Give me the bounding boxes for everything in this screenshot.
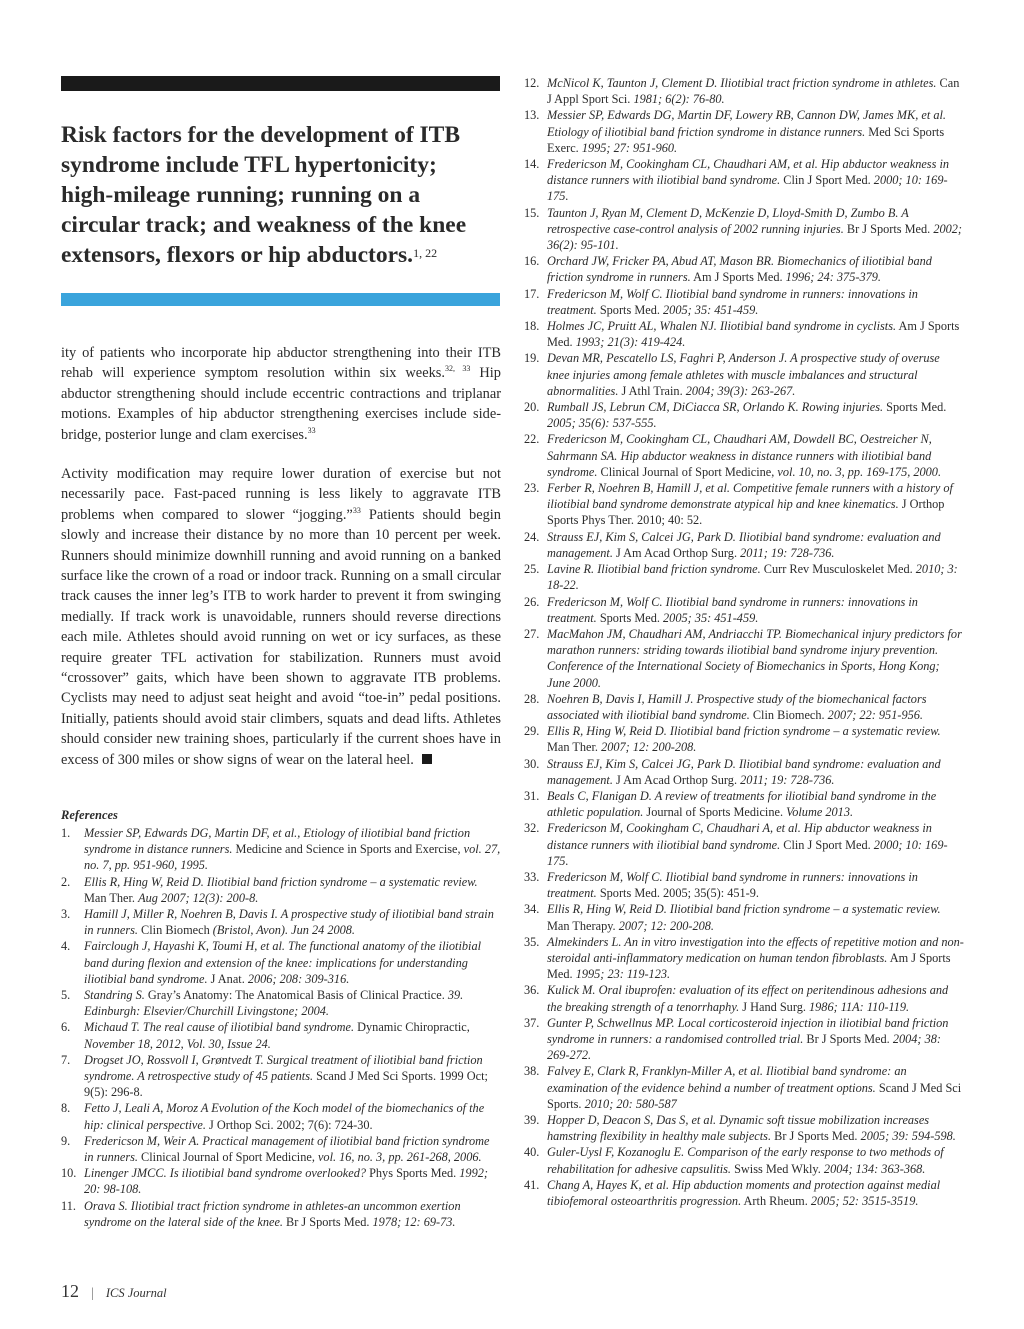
reference-authors-title: Ellis R, Hing W, Reid D. Iliotibial band friction syndrome – a systematic review. bbox=[547, 902, 941, 917]
reference-item bbox=[524, 1144, 964, 1176]
reference-source: Br J Sports Med. bbox=[843, 221, 934, 236]
reference-details: 1981; 6(2): 76-80. bbox=[633, 92, 725, 107]
reference-number: 17. bbox=[524, 286, 540, 301]
reference-item bbox=[61, 1019, 501, 1051]
reference-item bbox=[524, 756, 964, 788]
accent-rule bbox=[61, 293, 500, 306]
reference-item bbox=[524, 561, 964, 593]
reference-authors-title: Messier SP, Edwards DG, Martin DF, et al., Etiology of iliotibial band friction syndrome in distance runners. bbox=[84, 826, 471, 857]
reference-authors-title: Rumball JS, Lebrun CM, DiCiacca SR, Orlando K. Rowing injuries. bbox=[547, 400, 884, 415]
reference-number: 31. bbox=[524, 788, 540, 803]
reference-details: 2005; 35: 451-459. bbox=[663, 302, 759, 317]
reference-details: November 18, 2012, Vol. 30, Issue 24. bbox=[84, 1036, 271, 1051]
reference-source: J Anat. bbox=[207, 971, 248, 986]
body-text-run: ity of patients who incorporate hip abductor strengthening into their ITB rehab will experience symptom resolution within six weeks. bbox=[61, 345, 501, 382]
reference-authors-title: MacMahon JM, Chaudhari AM, Andriacchi TP. Biomechanical injury predictors for marathon runners: striding towards iliotibial band syndrome injury prevention. Conference of the International Society of Biomechanics in Sports, Hong Kong; June 2000. bbox=[547, 626, 962, 690]
reference-item bbox=[61, 938, 501, 987]
reference-item bbox=[524, 934, 964, 983]
reference-number: 37. bbox=[524, 1015, 540, 1030]
reference-authors-title: Noehren B, Davis I, Hamill J. Prospective study of the biomechanical factors associated with iliotibial band syndrome. bbox=[547, 691, 927, 722]
reference-number: 36. bbox=[524, 983, 540, 998]
body-paragraph-1 bbox=[61, 343, 501, 445]
reference-item bbox=[524, 869, 964, 901]
reference-number: 8. bbox=[61, 1101, 71, 1116]
reference-authors-title: Fredericson M, Wolf C. Iliotibial band syndrome in runners: innovations in treatment. bbox=[547, 594, 918, 625]
page-number: 12 bbox=[61, 1281, 79, 1301]
reference-source: Am J Sports Med. bbox=[690, 270, 786, 285]
reference-source: Br J Sports Med. bbox=[803, 1031, 893, 1046]
reference-item bbox=[61, 1133, 501, 1165]
reference-item bbox=[524, 691, 964, 723]
reference-details: 1993; 21(3): 419-424. bbox=[575, 335, 686, 350]
reference-details: 2006; 208: 309-316. bbox=[247, 971, 350, 986]
end-of-article-mark bbox=[422, 754, 432, 764]
reference-authors-title: Linenger JMCC. Is iliotibial band syndrome overlooked? bbox=[84, 1166, 366, 1181]
reference-number: 32. bbox=[524, 821, 540, 836]
reference-source: Br J Sports Med. bbox=[771, 1129, 861, 1144]
reference-item bbox=[524, 982, 964, 1014]
reference-authors-title: Fredericson M, Cookingham CL, Chaudhari AM, et al. Hip abductor weakness in distance runners with iliotibial band syndrome. bbox=[547, 157, 950, 188]
reference-number: 2. bbox=[61, 874, 71, 889]
reference-authors-title: Kulick M. Oral ibuprofen: evaluation of its effect on peritendinous adhesions and the breaking strength of a tenorrhaphy. bbox=[547, 983, 949, 1014]
reference-source: Br J Sports Med. bbox=[282, 1214, 373, 1229]
reference-item bbox=[524, 480, 964, 529]
reference-item bbox=[524, 529, 964, 561]
reference-number: 9. bbox=[61, 1133, 71, 1148]
page-footer bbox=[61, 1281, 167, 1302]
reference-details: 1978; 12: 69-73. bbox=[372, 1214, 456, 1229]
reference-item bbox=[524, 107, 964, 156]
reference-item bbox=[524, 75, 964, 107]
reference-details: 2005; 52: 3515-3519. bbox=[810, 1194, 919, 1209]
references-heading: References bbox=[61, 808, 118, 822]
reference-item bbox=[524, 820, 964, 869]
reference-source: Am J Sports Med. bbox=[547, 319, 960, 350]
reference-details: 2005; 35: 451-459. bbox=[663, 610, 759, 625]
reference-item bbox=[61, 1100, 501, 1132]
reference-item bbox=[524, 431, 964, 480]
reference-number: 1. bbox=[61, 826, 71, 840]
reference-authors-title: Falvey E, Clark R, Franklyn-Miller A, et al. Iliotibial band syndrome: an examination of the evidence behind a number of treatment options. bbox=[547, 1064, 907, 1095]
reference-details: (Bristol, Avon). Jun 24 2008. bbox=[212, 923, 355, 938]
reference-number: 34. bbox=[524, 902, 540, 917]
reference-authors-title: Devan MR, Pescatello LS, Faghri P, Anderson J. A prospective study of overuse knee injuries among female athletes with muscle imbalances and structural abnormalities. bbox=[547, 351, 940, 398]
reference-details: 1995; 27: 951-960. bbox=[581, 140, 678, 155]
reference-source: Clin J Sport Med. bbox=[780, 173, 874, 188]
reference-source: Clinical Journal of Sport Medicine, bbox=[597, 464, 778, 479]
reference-item bbox=[524, 1015, 964, 1064]
references-list-left bbox=[61, 825, 501, 1230]
reference-details: 2000; 10: 169-175. bbox=[547, 837, 948, 868]
reference-source: Phys Sports Med. bbox=[366, 1166, 460, 1181]
reference-source: Medicine and Science in Sports and Exercise, bbox=[232, 842, 464, 857]
reference-details: 2007; 12: 200-208. bbox=[601, 740, 697, 755]
reference-source: Man Ther. bbox=[84, 890, 139, 905]
reference-source: Sports Med. bbox=[596, 302, 664, 317]
reference-item bbox=[524, 901, 964, 933]
reference-details: 2004; 134: 363-368. bbox=[823, 1161, 926, 1176]
body-paragraph-2 bbox=[61, 464, 501, 770]
reference-item bbox=[61, 825, 501, 874]
reference-number: 28. bbox=[524, 691, 540, 706]
reference-source: Swiss Med Wkly. bbox=[731, 1161, 824, 1176]
reference-item bbox=[61, 1198, 501, 1230]
reference-number: 35. bbox=[524, 934, 540, 949]
reference-number: 13. bbox=[524, 108, 540, 123]
reference-source: J Am Acad Orthop Surg. bbox=[612, 772, 741, 787]
reference-source: Curr Rev Musculoskelet Med. bbox=[760, 562, 916, 577]
reference-details: 2004; 38: 269-272. bbox=[547, 1031, 941, 1063]
reference-authors-title: Hopper D, Deacon S, Das S, et al. Dynamic soft tissue mobilization increases hamstring flexibility in healthy male subjects. bbox=[547, 1113, 930, 1144]
reference-details: 2010; 20: 580-587 bbox=[584, 1096, 677, 1111]
reference-details: 2005; 35(6): 537-555. bbox=[547, 416, 657, 431]
reference-item bbox=[524, 626, 964, 691]
citation-superscript: 32, 33 bbox=[444, 364, 471, 374]
reference-details: 1995; 23: 119-123. bbox=[575, 967, 671, 982]
reference-details: 1996; 24: 375-379. bbox=[785, 270, 881, 285]
reference-authors-title: Fairclough J, Hayashi K, Toumi H, et al. The functional anatomy of the iliotibial band during flexion and extension of the knee: implications for understanding iliotibial band syndrome. bbox=[84, 939, 482, 986]
reference-number: 26. bbox=[524, 594, 540, 609]
reference-item bbox=[61, 987, 501, 1019]
reference-authors-title: McNicol K, Taunton J, Clement D. Iliotibial tract friction syndrome in athletes. bbox=[547, 76, 937, 90]
reference-item bbox=[61, 1052, 501, 1101]
reference-number: 14. bbox=[524, 157, 540, 172]
reference-item bbox=[524, 399, 964, 431]
reference-authors-title: Fredericson M, Wolf C. Iliotibial band syndrome in runners: innovations in treatment. bbox=[547, 286, 918, 317]
footer-separator: | bbox=[91, 1286, 94, 1301]
reference-item bbox=[524, 286, 964, 318]
reference-source: Clin J Sport Med. bbox=[780, 837, 874, 852]
reference-number: 38. bbox=[524, 1064, 540, 1079]
reference-number: 24. bbox=[524, 529, 540, 544]
references-list-right bbox=[524, 75, 964, 1209]
reference-details: vol. 10, no. 3, pp. 169-175, 2000. bbox=[777, 464, 942, 479]
reference-source: J Orthop Sports Phys Ther. 2010; 40: 52. bbox=[547, 497, 945, 528]
reference-source: Scand J Med Sci Sports. 1999 Oct; 9(5): 296-8. bbox=[84, 1069, 488, 1100]
reference-item bbox=[524, 723, 964, 755]
reference-number: 41. bbox=[524, 1177, 540, 1192]
reference-item bbox=[524, 1177, 964, 1209]
reference-source: Am J Sports Med. bbox=[547, 950, 951, 982]
reference-source: Arth Rheum. bbox=[741, 1194, 811, 1209]
reference-source: J Orthop Sci. 2002; 7(6): 724-30. bbox=[205, 1117, 373, 1132]
reference-number: 25. bbox=[524, 562, 540, 577]
reference-source: J Am Acad Orthop Surg. bbox=[612, 545, 741, 560]
reference-number: 19. bbox=[524, 351, 540, 366]
reference-authors-title: Orchard JW, Fricker PA, Abud AT, Mason BR. Biomechanics of iliotibial band friction syndrome in runners. bbox=[547, 254, 932, 285]
reference-details: 2011; 19: 728-736. bbox=[740, 545, 835, 560]
citation-superscript: 33 bbox=[352, 506, 361, 516]
reference-item bbox=[524, 205, 964, 254]
reference-authors-title: Chang A, Hayes K, et al. Hip abduction moments and protection against medial tibiofemoral osteoarthritis progression. bbox=[547, 1177, 941, 1209]
reference-source: Sports Med. bbox=[883, 400, 947, 415]
body-text-run: Patients should begin slowly and increase their distance by no more than 10 percent per week. Runners should minimize downhill running and avoid running on a banked surface like the crown of a road or indoor track. Running on a small circular track causes the inner leg’s ITB to work harder to prevent it from swinging medially. If track work is unavoidable, runners should reverse directions each mile. Athletes should avoid running on wet or icy surfaces, as these require greater TFL activation for stabilization. Runners must avoid “crossover” gaits, which have been shown to aggravate ITB problems. Cyclists may need to adjust seat height and avoid “toe-in” pedal positions. Initially, patients should avoid stair climbers, squats and dead lifts. Athletes should consider new training shoes, particularly if the current shoes have in excess of 300 miles or show signs of wear on the lateral heel. bbox=[61, 506, 501, 768]
reference-number: 27. bbox=[524, 626, 540, 641]
reference-number: 5. bbox=[61, 988, 71, 1003]
reference-number: 15. bbox=[524, 205, 540, 220]
reference-source: Sports Med. 2005; 35(5): 451-9. bbox=[596, 886, 759, 901]
reference-authors-title: Lavine R. Iliotibial band friction syndrome. bbox=[547, 562, 761, 577]
reference-details: Aug 2007; 12(3): 200-8. bbox=[138, 890, 259, 905]
reference-number: 10. bbox=[61, 1166, 77, 1181]
reference-details: 1986; 11A: 110-119. bbox=[809, 999, 910, 1014]
reference-source: Clin Biomech. bbox=[749, 707, 828, 722]
reference-authors-title: Drogset JO, Rossvoll I, Grøntvedt T. Surgical treatment of iliotibial band friction syndrome. A retrospective study of 45 patients. bbox=[84, 1052, 483, 1084]
reference-source: Clin Biomech bbox=[137, 923, 213, 938]
reference-details: 2007; 12: 200-208. bbox=[618, 918, 715, 933]
reference-item bbox=[61, 1165, 501, 1197]
reference-number: 16. bbox=[524, 254, 540, 269]
reference-item bbox=[524, 253, 964, 285]
top-rule bbox=[61, 76, 500, 91]
reference-authors-title: Beals C, Flanigan D. A review of treatments for iliotibial band syndrome in the athletic population. bbox=[547, 788, 937, 820]
reference-details: 2000; 10: 169-175. bbox=[547, 173, 948, 204]
reference-source: Clinical Journal of Sport Medicine, bbox=[137, 1150, 318, 1165]
reference-source: Med Sci Sports Exerc. bbox=[547, 124, 945, 155]
reference-authors-title: Ellis R, Hing W, Reid D. Iliotibial band friction syndrome – a systematic review. bbox=[547, 724, 941, 739]
reference-source: Scand J Med Sci Sports. bbox=[547, 1080, 962, 1111]
reference-item bbox=[524, 350, 964, 399]
reference-authors-title: Messier SP, Edwards DG, Martin DF, Lowery RB, Cannon DW, James MK, et al. Etiology of iliotibial band friction syndrome in distance runners. bbox=[547, 108, 946, 139]
reference-details: 1992; 20: 98-108. bbox=[84, 1166, 488, 1197]
reference-source: Man Therapy. bbox=[547, 918, 619, 933]
reference-details: 2007; 22: 951-956. bbox=[827, 707, 923, 722]
reference-authors-title: Ellis R, Hing W, Reid D. Iliotibial band friction syndrome – a systematic review. bbox=[84, 874, 478, 889]
reference-details: 2002; 36(2): 95-101. bbox=[547, 221, 963, 253]
reference-details: 2010; 3: 18-22. bbox=[547, 562, 958, 593]
reference-details: 39. Edinburgh: Elsevier/Churchill Livingstone; 2004. bbox=[84, 988, 464, 1019]
reference-authors-title: Fetto J, Leali A, Moroz A Evolution of the Koch model of the biomechanics of the hip: clinical perspective. bbox=[84, 1101, 485, 1132]
reference-number: 23. bbox=[524, 481, 540, 496]
journal-name: ICS Journal bbox=[105, 1286, 167, 1300]
reference-authors-title: Standring S. bbox=[84, 988, 145, 1003]
reference-authors-title: Guler-Uysl F, Kozanoglu E. Comparison of the early response to two methods of rehabilitation for adhesive capsulitis. bbox=[547, 1145, 944, 1176]
reference-item bbox=[524, 788, 964, 820]
reference-authors-title: Michaud T. The real cause of iliotibial band syndrome. bbox=[84, 1020, 355, 1035]
reference-authors-title: Almekinders L. An in vitro investigation into the effects of repetitive motion and non-steroidal anti-inflammatory medication on human tendon fibroblasts. bbox=[547, 934, 964, 965]
reference-source: Can J Appl Sport Sci. bbox=[547, 76, 960, 107]
reference-source: Dynamic Chiropractic, bbox=[354, 1020, 470, 1035]
reference-number: 11. bbox=[61, 1198, 76, 1213]
reference-authors-title: Fredericson M, Wolf C. Iliotibial band syndrome in runners: innovations in treatment. bbox=[547, 869, 918, 901]
reference-source: J Hand Surg. bbox=[739, 999, 809, 1014]
reference-number: 39. bbox=[524, 1113, 540, 1127]
reference-authors-title: Fredericson M, Weir A. Practical management of iliotibial band friction syndrome in runners. bbox=[84, 1133, 490, 1165]
reference-details: Volume 2013. bbox=[786, 805, 854, 820]
reference-source: Sports Med. bbox=[596, 610, 664, 625]
reference-source: Journal of Sports Medicine. bbox=[643, 805, 787, 820]
reference-number: 7. bbox=[61, 1052, 71, 1067]
reference-authors-title: Fredericson M, Cookingham C, Chaudhari A, et al. Hip abductor weakness in distance runners with iliotibial band syndrome. bbox=[547, 821, 932, 852]
reference-details: 2011; 19: 728-736. bbox=[740, 772, 835, 787]
reference-details: vol. 27, no. 7, pp. 951-960, 1995. bbox=[84, 842, 501, 873]
reference-number: 4. bbox=[61, 939, 71, 954]
reference-number: 3. bbox=[61, 907, 71, 922]
reference-number: 40. bbox=[524, 1145, 540, 1160]
reference-authors-title: Strauss EJ, Kim S, Calcei JG, Park D. Iliotibial band syndrome: evaluation and management. bbox=[547, 756, 941, 787]
reference-item bbox=[524, 1112, 964, 1144]
reference-item bbox=[524, 156, 964, 205]
citation-superscript: 33 bbox=[307, 425, 316, 435]
reference-number: 30. bbox=[524, 756, 540, 771]
reference-number: 29. bbox=[524, 724, 540, 739]
reference-authors-title: Ferber R, Noehren B, Hamill J, et al. Competitive female runners with a history of iliotibial band syndrome demonstrate atypical hip and knee kinematics. bbox=[547, 481, 953, 512]
reference-number: 33. bbox=[524, 869, 540, 884]
reference-number: 22. bbox=[524, 432, 540, 447]
reference-authors-title: Orava S. Iliotibial tract friction syndrome in athletes-an uncommon exertion syndrome on the lateral side of the knee. bbox=[84, 1198, 461, 1229]
reference-authors-title: Holmes JC, Pruitt AL, Whalen NJ. Iliotibial band syndrome in cyclists. bbox=[547, 319, 897, 334]
reference-source: Gray’s Anatomy: The Anatomical Basis of Clinical Practice. bbox=[144, 988, 448, 1003]
reference-source: J Athl Train. bbox=[618, 383, 686, 398]
reference-item bbox=[61, 874, 501, 906]
reference-authors-title: Taunton J, Ryan M, Clement D, McKenzie D, Lloyd-Smith D, Zumbo B. A retrospective case-control analysis of 2002 running injuries. bbox=[547, 205, 909, 236]
reference-source: Man Ther. bbox=[547, 740, 602, 755]
pull-quote: Risk factors for the development of ITB syndrome include TFL hypertonicity; high-mileage running; running on a circular track; and weakness of the knee extensors, flexors or hip abductors.$^{1, 22}$ bbox=[61, 122, 467, 268]
reference-number: 18. bbox=[524, 319, 540, 334]
reference-number: 20. bbox=[524, 400, 540, 415]
reference-item bbox=[524, 1063, 964, 1112]
reference-authors-title: Strauss EJ, Kim S, Calcei JG, Park D. Iliotibial band syndrome: evaluation and management. bbox=[547, 529, 941, 560]
reference-item bbox=[524, 318, 964, 350]
reference-authors-title: Fredericson M, Cookingham CL, Chaudhari AM, Dowdell BC, Oestreicher N, Sahrmann SA. Hip abductor weakness in distance runners with iliotibial band syndrome. bbox=[547, 432, 932, 479]
reference-authors-title: Hamill J, Miller R, Noehren B, Davis I. A prospective study of iliotibial band strain in runners. bbox=[84, 907, 494, 938]
reference-item bbox=[524, 594, 964, 626]
reference-number: 12. bbox=[524, 76, 540, 90]
reference-number: 6. bbox=[61, 1020, 71, 1035]
reference-details: 2005; 39: 594-598. bbox=[860, 1129, 956, 1144]
reference-details: 2004; 39(3): 263-267. bbox=[685, 383, 796, 398]
reference-details: vol. 16, no. 3, pp. 261-268, 2006. bbox=[317, 1150, 482, 1165]
body-text-run: Hip abductor strengthening should include eccentric contractions and triplanar motions. Examples of hip abductor strengthening exercises include side-bridge, posterior lunge and clam exercises. bbox=[61, 365, 502, 443]
reference-authors-title: Gunter P, Schwellnus MP. Local corticosteroid injection in iliotibial band friction syndrome in runners: a randomised controlled trial. bbox=[547, 1015, 949, 1046]
reference-item bbox=[61, 906, 501, 938]
body-text-run: Activity modification may require lower duration of exercise but not necessarily pace. Fast-paced running is less likely to aggravate ITB problems when compared to slower “jogging.” bbox=[61, 466, 501, 523]
